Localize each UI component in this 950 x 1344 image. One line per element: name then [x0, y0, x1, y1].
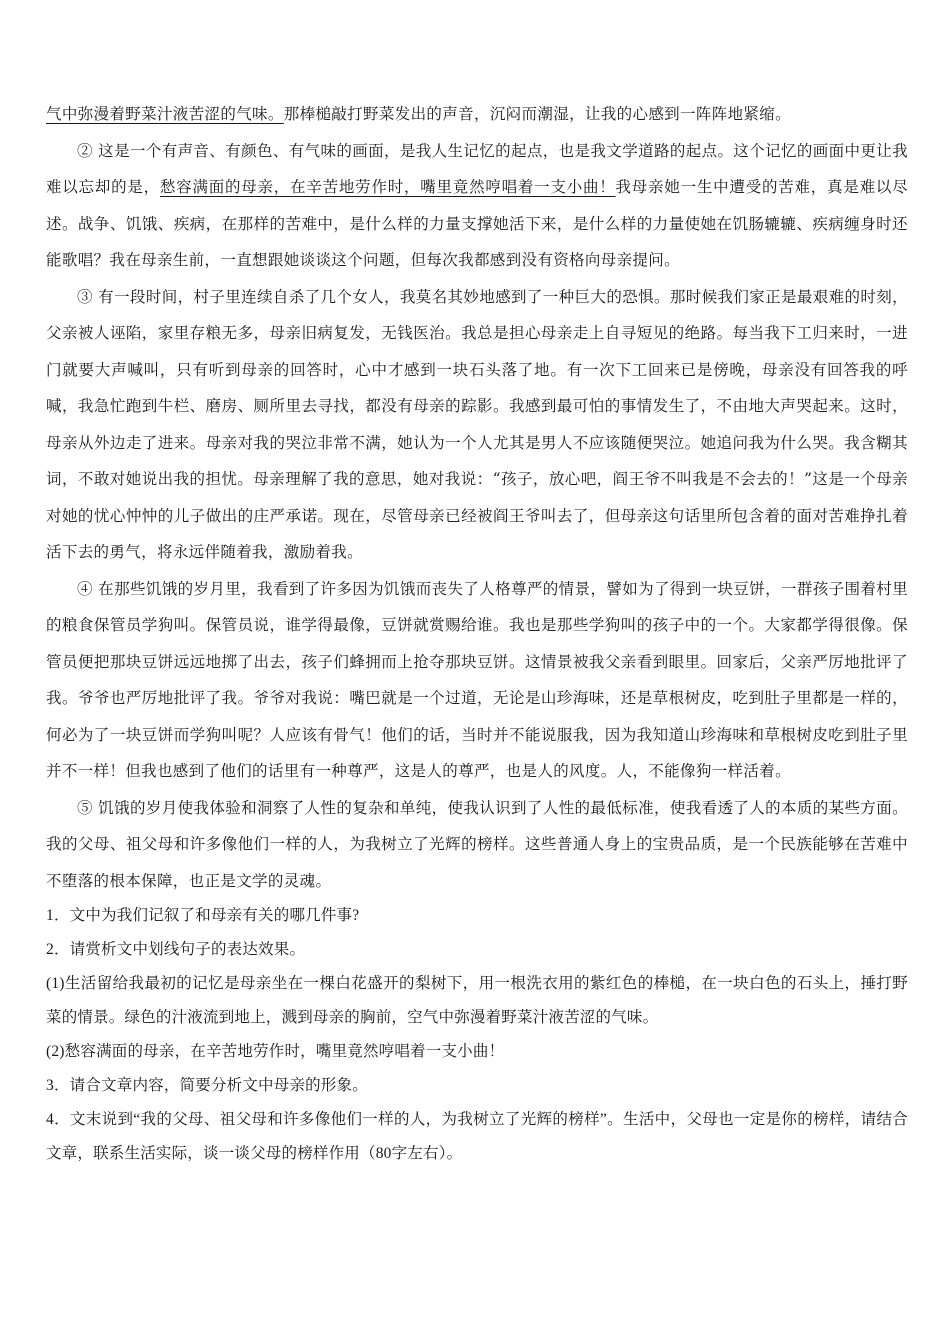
underlined-sentence-1: 气中弥漫着野菜汁液苦涩的气味。 — [46, 105, 284, 123]
passage-paragraph-1 — [46, 96, 908, 133]
question-4: 4．文末说到“我的父母、祖父母和许多像他们一样的人，为我树立了光辉的榜样”。生活中，父母也一定是你的榜样，请结合文章，联系生活实际，谈一谈父母的榜样作用（80字左右）。 — [46, 1111, 908, 1162]
question-2-sentence-1: (1)生活留给我最初的记忆是母亲坐在一棵白花盛开的梨树下，用一根洗衣用的紫红色的棒槌，在一块白色的石头上，捶打野菜的情景。绿色的汁液流到地上，溅到母亲的胸前，空气中弥漫着野菜汁液苦涩的气味。 — [46, 975, 908, 1026]
underlined-sentence-2: 愁容满面的母亲，在辛苦地劳作时，嘴里竟然哼唱着一支小曲！ — [159, 178, 616, 196]
paragraph-2-rest: 我母亲她一生中遭受的苦难，真是难以尽述。战争、饥饿、疾病，在那样的苦难中，是什么样的力量支撑她活下来，是什么样的力量使她在饥肠辘辘、疾病缠身时还能歌唱？我在母亲生前，一直想跟她谈谈这个问题，但每次我都感到没有资格向母亲提问。 — [46, 178, 908, 269]
passage-paragraph-3: ③ 有一段时间，村子里连续自杀了几个女人，我莫名其妙地感到了一种巨大的恐惧。那时候我们家正是最艰难的时刻，父亲被人诬陷，家里存粮无多，母亲旧病复发，无钱医治。我总是担心母亲走上自寻短见的绝路。每当我下工归来时，一进门就要大声喊叫，只有听到母亲的回答时，心中才感到一块石头落了地。有一次下工回来已是傍晚，母亲没有回答我的呼喊，我急忙跑到牛栏、磨房、厕所里去寻找，都没有母亲的踪影。我感到最可怕的事情发生了，不由地大声哭起来。这时，母亲从外边走了进来。母亲对我的哭泣非常不满，她认为一个人尤其是男人不应该随便哭泣。她追问我为什么哭。我含糊其词，不敢对她说出我的担忧。母亲理解了我的意思，她对我说：“孩子，放心吧，阎王爷不叫我是不会去的！”这是一个母亲对她的忧心忡忡的儿子做出的庄严承诺。现在，尽管母亲已经被阎王爷叫去了，但母亲这句话里所包含着的面对苦难挣扎着活下去的勇气，将永远伴随着我，激励着我。 — [46, 287, 908, 561]
passage-paragraph-4: ④ 在那些饥饿的岁月里，我看到了许多因为饥饿而丧失了人格尊严的情景，譬如为了得到一块豆饼，一群孩子围着村里的粮食保管员学狗叫。保管员说，谁学得最像，豆饼就赏赐给谁。我也是那些学狗叫的孩子中的一个。大家都学得很像。保管员便把那块豆饼远远地掷了出去，孩子们蜂拥而上抢夺那块豆饼。这情景被我父亲看到眼里。回家后，父亲严厉地批评了我。爷爷也严厉地批评了我。爷爷对我说：嘴巴就是一个过道，无论是山珍海味，还是草根树皮，吃到肚子里都是一样的，何必为了一块豆饼而学狗叫呢？人应该有骨气！他们的话，当时并不能说服我，因为我知道山珍海味和草根树皮吃到肚子里并不一样！但我也感到了他们的话里有一种尊严，这是人的尊严，也是人的风度。人，不能像狗一样活着。 — [46, 579, 908, 780]
passage-paragraph-2 — [46, 133, 908, 279]
question-3: 3．请合文章内容，简要分析文中母亲的形象。 — [46, 1077, 368, 1094]
question-2-sentence-2: (2)愁容满面的母亲，在辛苦地劳作时，嘴里竟然哼唱着一支小曲！ — [46, 1043, 505, 1060]
document-page — [46, 96, 908, 1171]
question-2: 2．请赏析文中划线句子的表达效果。 — [46, 941, 306, 958]
question-1: 1．文中为我们记叙了和母亲有关的哪几件事? — [46, 907, 360, 924]
passage-paragraph-5: ⑤ 饥饿的岁月使我体验和洞察了人性的复杂和单纯，使我认识到了人性的最低标准，使我看透了人的本质的某些方面。我的父母、祖父母和许多像他们一样的人，为我树立了光辉的榜样。这些普通人身上的宝贵品质，是一个民族能够在苦难中不堕落的根本保障，也正是文学的灵魂。 — [46, 798, 908, 890]
paragraph-2-start: ② 这是一个有声音、有颜色、有气味的画面，是我人生记忆的起点，也是我文学道路的起点。这个记忆的画面中更让我难以忘却的是， — [46, 141, 908, 196]
paragraph-1-text: 那棒槌敲打野菜发出的声音，沉闷而潮湿，让我的心感到一阵阵地紧缩。 — [283, 105, 791, 123]
